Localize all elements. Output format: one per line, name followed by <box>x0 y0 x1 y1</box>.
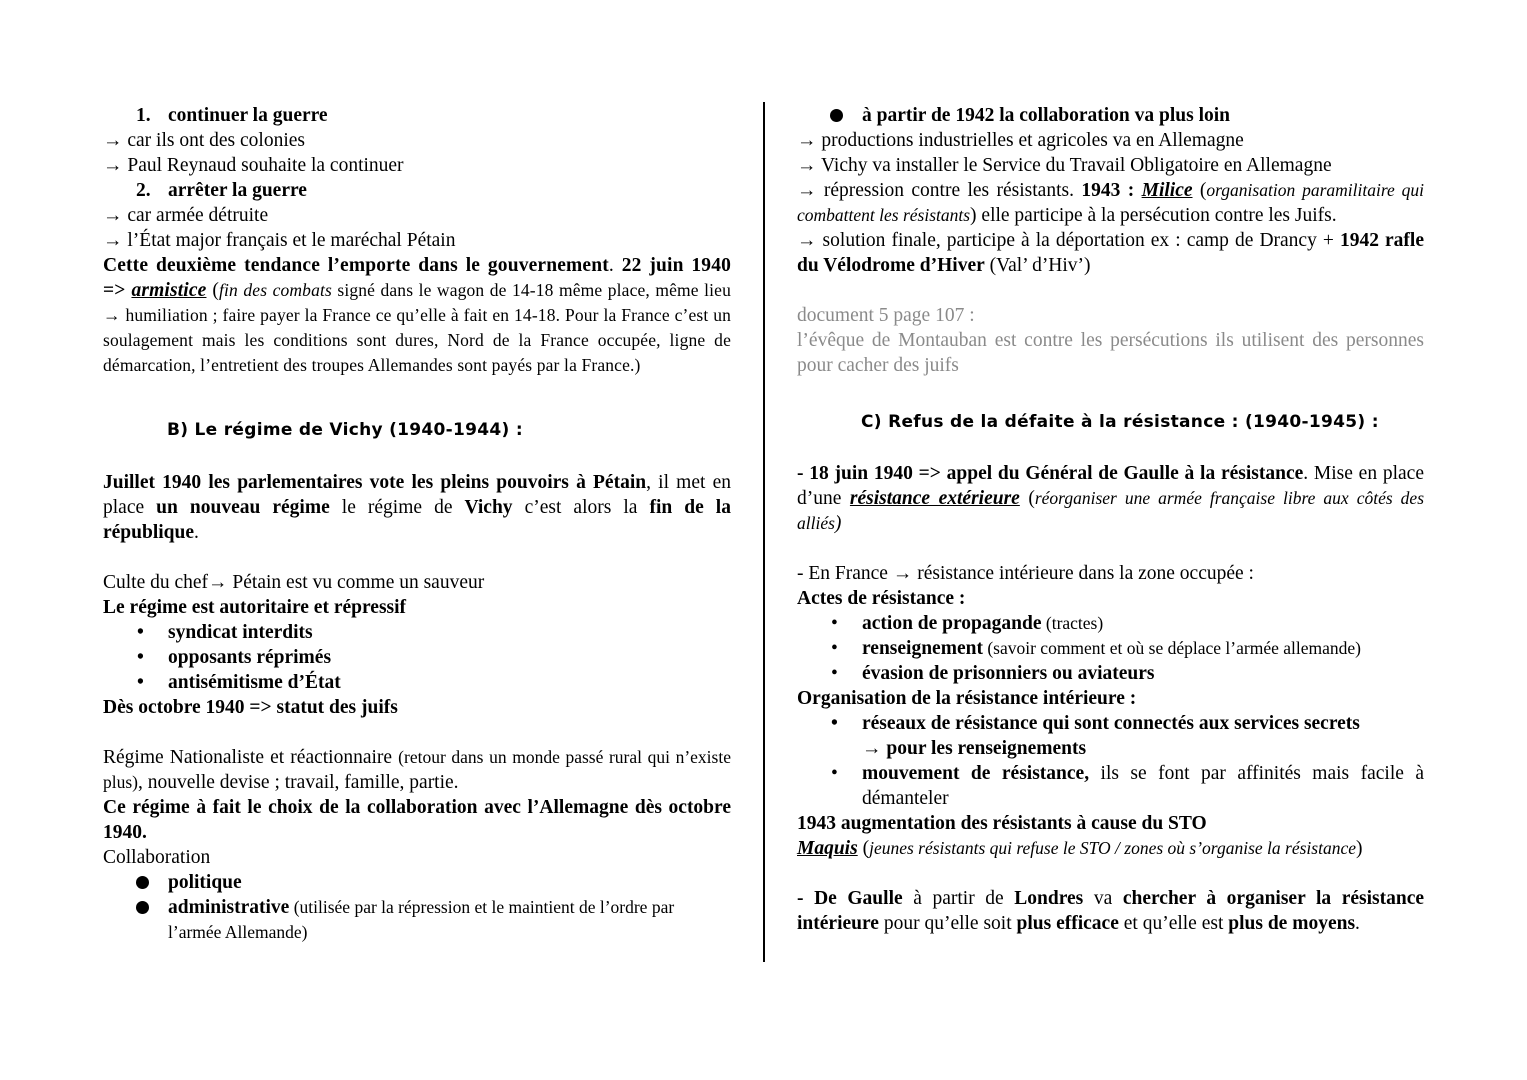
option-2-reason: → l’État major français et le maréchal Pétain <box>103 230 456 251</box>
de-gaulle-paragraph: - De Gaulle à partir de Londres va chercher à organiser la résistance intérieure pour qu’elle soit plus efficace et qu’elle est plus de moyens. <box>797 888 1425 934</box>
from-1942: à partir de 1942 la collaboration va plus loin <box>797 103 1424 128</box>
act-item: • renseignement (savoir comment et où se déplace l’armée allemande) <box>831 638 1361 659</box>
collaboration-bullet: politique <box>103 870 731 895</box>
regime-bullet: • antisémitisme d’État <box>137 672 341 693</box>
vichy-paragraph: Juillet 1940 les parlementaires vote les pleins pouvoirs à Pétain, il met en place un nouveau régime le régime de Vichy c’est alors la fin de la république. <box>103 472 732 543</box>
arrow-line: → Vichy va installer le Service du Travail Obligatoire en Allemagne <box>797 155 1332 176</box>
in-france: - En France → résistance intérieure dans la zone occupée : <box>797 563 1254 584</box>
sto-1943: 1943 augmentation des résistants à cause du STO <box>797 813 1207 834</box>
left-column <box>103 103 731 945</box>
act-item: • action de propagande (tractes) <box>831 613 1104 634</box>
nationalist-paragraph: Régime Nationaliste et réactionnaire (retour dans un monde passé rural qui n’existe plus), nouvelle devise ; travail, famille, partie. <box>103 747 731 793</box>
document-summary: l’évêque de Montauban est contre les persécutions ils utilisent des personnes pour cacher des juifs <box>797 330 1424 376</box>
collaboration-label: Collaboration <box>103 847 211 868</box>
collaboration-bullet: administrative (utilisée par la répression et le maintient de l’ordre par l’armée Allemande) <box>103 895 731 945</box>
section-b-heading: B) Le régime de Vichy (1940-1944) : <box>167 420 523 440</box>
organisation-item: • réseaux de résistance qui sont connectés aux services secrets <box>831 713 1360 734</box>
option-1-reason: → car ils ont des colonies <box>103 130 305 151</box>
cult-of-leader: Culte du chef→ Pétain est vu comme un sauveur <box>103 572 485 593</box>
maquis-line: Maquis (jeunes résistants qui refuse le STO / zones où s’organise la résistance) <box>797 838 1363 859</box>
maquis-term: Maquis <box>797 838 858 859</box>
armistice-paragraph: Cette deuxième tendance l’emporte dans le gouvernement. 22 juin 1940 => armistice (fin des combats signé dans le wagon de 14-18 même place, même lieu → humiliation ; faire payer la France ce qu’elle à fait en 14-18. Pour la France c’est un soulagement mais les conditions sont dures, Nord de la France occupée, ligne de démarcation, l’entretient des troupes Allemandes sont payés par la France.) <box>103 255 731 375</box>
column-divider <box>763 102 765 962</box>
collaboration-choice: Ce régime à fait le choix de la collaboration avec l’Allemagne dès octobre 1940. <box>103 797 731 843</box>
option-2: 2. arrêter la guerre <box>136 180 307 201</box>
section-c-heading: C) Refus de la défaite à la résistance : (1940-1945) : <box>861 412 1379 432</box>
organisation-item: • mouvement de résistance, ils se font par affinités mais facile à démanteler <box>831 763 1424 809</box>
armistice-term: armistice <box>131 280 207 301</box>
acts-title: Actes de résistance : <box>797 588 966 609</box>
jews-status: Dès octobre 1940 => statut des juifs <box>103 697 398 718</box>
right-column <box>797 103 1424 936</box>
bullet-icon <box>136 901 149 914</box>
external-resistance-term: résistance extérieure <box>849 488 1020 509</box>
option-1: 1. continuer la guerre <box>136 105 328 126</box>
bullet-icon <box>830 109 843 122</box>
milice-term: Milice <box>1141 180 1193 201</box>
act-item: • évasion de prisonniers ou aviateurs <box>831 663 1155 684</box>
organisation-title: Organisation de la résistance intérieure : <box>797 688 1137 709</box>
final-solution: → solution finale, participe à la déportation ex : camp de Drancy + 1942 rafle du Vélodrome d’Hiver (Val’ d’Hiv’) <box>797 230 1424 276</box>
repression-paragraph: → répression contre les résistants. 1943 : Milice (organisation paramilitaire qui combattent les résistants) elle participe à la persécution contre les Juifs. <box>797 180 1424 226</box>
option-1-reason: → Paul Reynaud souhaite la continuer <box>103 155 404 176</box>
regime-bullet: • syndicat interdits <box>137 622 313 643</box>
organisation-subitem: → pour les renseignements <box>862 738 1087 759</box>
regime-bullet: • opposants réprimés <box>137 647 332 668</box>
bullet-icon <box>136 876 149 889</box>
arrow-line: → productions industrielles et agricoles va en Allemagne <box>797 130 1244 151</box>
authoritarian-regime: Le régime est autoritaire et répressif <box>103 597 407 618</box>
appeal-paragraph: - 18 juin 1940 => appel du Général de Gaulle à la résistance. Mise en place d’une résistance extérieure (réorganiser une armée française libre aux côtés des alliés) <box>797 463 1425 534</box>
document-reference: document 5 page 107 : <box>797 305 975 326</box>
option-2-reason: → car armée détruite <box>103 205 269 226</box>
